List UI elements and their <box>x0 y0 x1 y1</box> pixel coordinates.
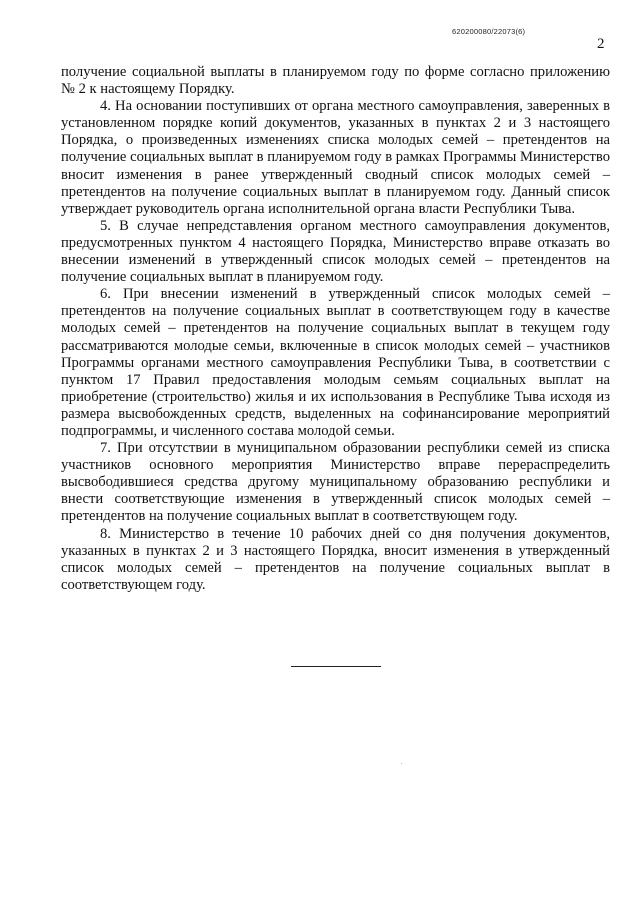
end-of-text-rule <box>291 666 381 667</box>
document-body <box>61 64 610 594</box>
document-registration-code: 620200080/22073(6) <box>452 27 526 36</box>
scan-speck <box>401 763 402 764</box>
page-number: 2 <box>597 36 605 52</box>
paragraph-continuation: получение социальной выплаты в планируемом году по форме согласно приложению № 2 к настоящему Порядку. <box>61 64 610 98</box>
paragraph-item-6: 6. При внесении изменений в утвержденный список молодых семей – претендентов на получение социальных выплат в соответствующем году в качестве молодых семей – претендентов на получение социальных выплат в текущем году рассматриваются молодые семьи, включенные в список молодых семей – участников Программы органами местного самоуправления Республики Тыва, в соответствии с пунктом 17 Правил предоставления молодым семьям социальных выплат на приобретение (строительство) жилья и их использования в Республике Тыва исходя из размера высвобожденных средств, выделенных на софинансирование мероприятий подпрограммы, и численного состава молодой семьи. <box>61 286 610 439</box>
paragraph-item-7: 7. При отсутствии в муниципальном образовании республики семей из списка участников основного мероприятия Министерство вправе перераспределить высвободившиеся средства другому муниципальному образованию республики и внести соответствующие изменения в утвержденный список молодых семей – претендентов на получение социальных выплат в соответствующем году. <box>61 440 610 525</box>
paragraph-item-4: 4. На основании поступивших от органа местного самоуправления, заверенных в установленном порядке копий документов, указанных в пунктах 2 и 3 настоящего Порядка, о произведенных изменениях списка молодых семей – претендентов на получение социальных выплат в планируемом году в рамках Программы Министерство вносит изменения в ранее утвержденный сводный список молодых семей – претендентов на получение социальных выплат в планируемом году. Данный список утверждает руководитель органа исполнительной органа власти Республики Тыва. <box>61 98 610 217</box>
paragraph-item-8: 8. Министерство в течение 10 рабочих дней со дня получения документов, указанных в пунктах 2 и 3 настоящего Порядка, вносит изменения в утвержденный список молодых семей – претендентов на получение социальных выплат в соответствующем году. <box>61 525 610 593</box>
paragraph-item-5: 5. В случае непредставления органом местного самоуправления документов, предусмотренных пунктом 4 настоящего Порядка, Министерство вправе отказать во внесении изменений в утвержденный список молодых семей – претендентов на получение социальных выплат в планируемом году. <box>61 217 610 286</box>
